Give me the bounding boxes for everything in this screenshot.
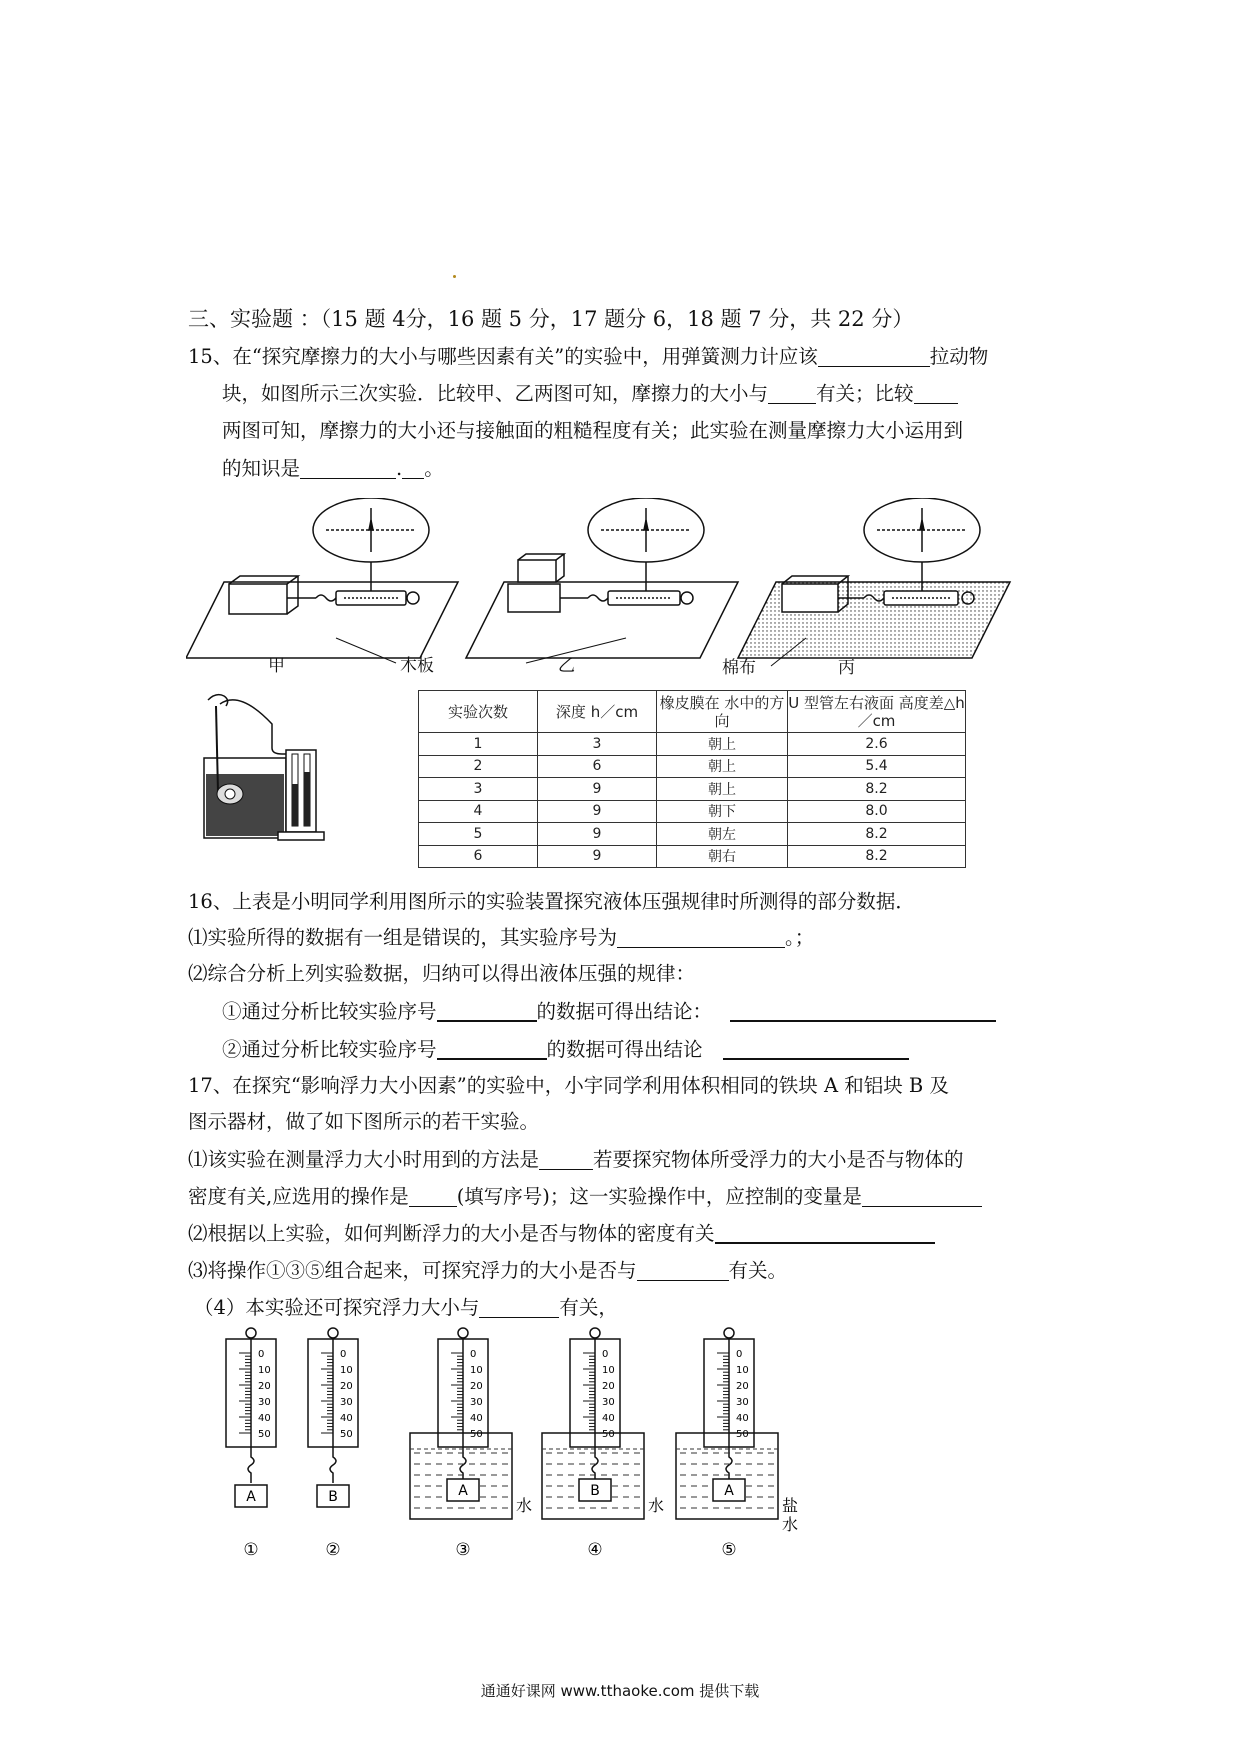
q16-text: ⑴实验所得的数据有一组是错误的，其实验序号为 xyxy=(188,926,618,949)
table-row xyxy=(419,778,966,801)
scale-tick-label: 20 xyxy=(470,1381,483,1392)
q16-text: 的数据可得出结论 xyxy=(546,1038,703,1061)
q16-sub1 xyxy=(222,998,996,1026)
table-cell: 1 xyxy=(419,733,538,756)
scale-tick-label: 30 xyxy=(340,1397,353,1408)
scale-tick-label: 50 xyxy=(602,1429,615,1440)
table-cell: 9 xyxy=(538,778,657,801)
scale-tick-label: 0 xyxy=(340,1349,347,1360)
setup-number: ④ xyxy=(587,1540,603,1560)
pressure-apparatus-figure xyxy=(190,688,340,848)
table-cell: 5 xyxy=(419,823,538,846)
q16-part2: ⑵综合分析上列实验数据，归纳可以得出液体压强的规律： xyxy=(188,962,696,985)
q17-text: (填写序号)；这一实验操作中，应控制的变量是 xyxy=(456,1185,862,1208)
scale-tick-label: 10 xyxy=(736,1365,749,1376)
answer-blank[interactable] xyxy=(914,383,958,404)
table-row xyxy=(419,733,966,756)
answer-blank[interactable] xyxy=(637,1260,729,1281)
scale-tick-label: 0 xyxy=(258,1349,265,1360)
q15-line3: 两图可知，摩擦力的大小还与接触面的粗糙程度有关；此实验在测量摩擦力大小运用到 xyxy=(222,419,964,442)
table-header-cell: 橡皮膜在 水中的方向 xyxy=(657,691,788,733)
scale-tick-label: 30 xyxy=(736,1397,749,1408)
q17-part1 xyxy=(188,1146,964,1174)
scale-tick-label: 50 xyxy=(736,1429,749,1440)
scale-tick-label: 40 xyxy=(736,1413,749,1424)
label-bing: 丙 xyxy=(838,658,855,678)
table-cell: 2.6 xyxy=(788,733,966,756)
answer-blank[interactable] xyxy=(300,458,396,479)
block-label: A xyxy=(724,1483,734,1499)
table-cell: 9 xyxy=(538,800,657,823)
q17-line1: 17、在探究“影响浮力大小因素”的实验中，小宇同学利用体积相同的铁块 A 和铝块 B 及 xyxy=(188,1074,949,1097)
q15-text: . xyxy=(396,457,403,480)
liquid-label: 水 xyxy=(782,1515,799,1534)
table-cell: 8.2 xyxy=(788,823,966,846)
q15-text: 拉动物 xyxy=(929,345,989,368)
block-label: A xyxy=(246,1489,256,1505)
table-cell: 9 xyxy=(538,845,657,868)
q17-line2: 图示器材，做了如下图所示的若干实验。 xyxy=(188,1110,540,1133)
answer-blank[interactable] xyxy=(730,1000,996,1022)
scale-tick-label: 30 xyxy=(470,1397,483,1408)
scale-tick-label: 10 xyxy=(470,1365,483,1376)
section-title: 三、实验题 ：（15 题 4分，16 题 5 分，17 题分 6，18 题 7 分，共 22 分） xyxy=(188,307,914,331)
answer-blank[interactable] xyxy=(617,927,785,948)
q16-text: 。； xyxy=(785,926,815,949)
scale-tick-label: 50 xyxy=(258,1429,271,1440)
scale-tick-label: 30 xyxy=(258,1397,271,1408)
table-cell: 朝上 xyxy=(657,733,788,756)
q17-text: ⑵根据以上实验，如何判断浮力的大小是否与物体的密度有关 xyxy=(188,1222,715,1245)
scale-tick-label: 10 xyxy=(258,1365,271,1376)
q16-text: 的数据可得出结论： xyxy=(536,1000,713,1023)
footer: 通通好课网 www.tthaoke.com 提供下载 xyxy=(480,1682,760,1700)
setup-bing xyxy=(738,498,1010,658)
setup-jia xyxy=(186,498,458,658)
label-jia: 甲 xyxy=(268,656,285,676)
q15-text: 15、在“探究摩擦力的大小与哪些因素有关”的实验中，用弹簧测力计应该 xyxy=(188,345,818,368)
table-header-cell: U 型管左右液面 高度差△h／cm xyxy=(788,691,966,733)
scale-tick-label: 40 xyxy=(470,1413,483,1424)
table-cell: 6 xyxy=(538,755,657,778)
scale-tick-label: 20 xyxy=(258,1381,271,1392)
liquid-label: 水 xyxy=(516,1496,533,1515)
q17-part4 xyxy=(194,1294,618,1322)
liquid-label: 水 xyxy=(648,1496,665,1515)
table-header-cell: 深度 h／cm xyxy=(538,691,657,733)
scale-tick-label: 20 xyxy=(340,1381,353,1392)
q16-text: ②通过分析比较实验序号 xyxy=(222,1038,437,1061)
liquid-label: 盐 xyxy=(782,1496,799,1515)
q16-part1 xyxy=(188,924,814,952)
table-row xyxy=(419,755,966,778)
friction-figure xyxy=(186,498,1016,678)
pressure-apparatus-diagram xyxy=(190,688,340,848)
table-cell: 6 xyxy=(419,845,538,868)
setup-number: ⑤ xyxy=(721,1540,737,1560)
spring-scale-setup xyxy=(410,1328,532,1560)
table-header-row xyxy=(419,691,966,733)
scale-tick-label: 0 xyxy=(470,1349,477,1360)
answer-blank[interactable] xyxy=(437,1038,547,1060)
table-cell: 朝下 xyxy=(657,800,788,823)
table-cell: 3 xyxy=(419,778,538,801)
setup-number: ① xyxy=(243,1540,259,1560)
scale-tick-label: 40 xyxy=(602,1413,615,1424)
q17-text: 有关。 xyxy=(728,1259,788,1282)
setup-number: ② xyxy=(325,1540,341,1560)
table-cell: 8.2 xyxy=(788,845,966,868)
answer-blank[interactable] xyxy=(715,1222,935,1244)
spring-scale-setup xyxy=(226,1328,276,1560)
scale-tick-label: 20 xyxy=(736,1381,749,1392)
scale-tick-label: 30 xyxy=(602,1397,615,1408)
label-yi: 乙 xyxy=(558,656,575,676)
answer-blank[interactable] xyxy=(539,1149,593,1170)
label-mianbu: 棉布 xyxy=(722,658,756,678)
q15-line2 xyxy=(222,380,958,408)
block-label: A xyxy=(458,1483,468,1499)
answer-blank[interactable] xyxy=(818,346,930,367)
table-cell: 9 xyxy=(538,823,657,846)
table-header-cell: 实验次数 xyxy=(419,691,538,733)
scale-tick-label: 0 xyxy=(602,1349,609,1360)
table-row xyxy=(419,845,966,868)
scale-tick-label: 50 xyxy=(470,1429,483,1440)
q15-line1 xyxy=(188,343,988,371)
answer-blank[interactable] xyxy=(723,1038,909,1060)
q17-text: 密度有关,应选用的操作是 xyxy=(188,1185,409,1208)
q16-text: ①通过分析比较实验序号 xyxy=(222,1000,437,1023)
scale-tick-label: 0 xyxy=(736,1349,743,1360)
spring-scale-setup xyxy=(308,1328,358,1560)
answer-blank[interactable] xyxy=(768,383,816,404)
stray-mark xyxy=(453,275,456,278)
q17-part3 xyxy=(188,1257,787,1285)
table-cell: 朝左 xyxy=(657,823,788,846)
label-muban: 木板 xyxy=(400,656,434,676)
table-cell: 朝上 xyxy=(657,755,788,778)
answer-blank[interactable] xyxy=(862,1186,982,1207)
table-cell: 4 xyxy=(419,800,538,823)
table-cell: 2 xyxy=(419,755,538,778)
q16-stem: 16、上表是小明同学利用图所示的实验装置探究液体压强规律时所测得的部分数据． xyxy=(188,890,915,913)
block-label: B xyxy=(590,1483,600,1499)
scale-tick-label: 10 xyxy=(340,1365,353,1376)
setup-yi xyxy=(466,498,738,658)
q15-text: 。 xyxy=(424,457,444,480)
block-label: B xyxy=(328,1489,338,1505)
answer-blank[interactable] xyxy=(409,1186,457,1207)
q17-text: ⑶将操作①③⑤组合起来，可探究浮力的大小是否与 xyxy=(188,1259,637,1282)
table-cell: 8.0 xyxy=(788,800,966,823)
q17-text: 有关， xyxy=(559,1296,618,1319)
scale-tick-label: 50 xyxy=(340,1429,353,1440)
spring-scale-setup xyxy=(542,1328,664,1560)
table-cell: 5.4 xyxy=(788,755,966,778)
q17-text: ⑴该实验在测量浮力大小时用到的方法是 xyxy=(188,1148,540,1171)
q17-text: 若要探究物体所受浮力的大小是否与物体的 xyxy=(593,1148,964,1171)
table-cell: 朝上 xyxy=(657,778,788,801)
table-row xyxy=(419,823,966,846)
scale-tick-label: 40 xyxy=(340,1413,353,1424)
q17-part1-cont xyxy=(188,1183,982,1211)
scale-tick-label: 20 xyxy=(602,1381,615,1392)
answer-blank[interactable] xyxy=(437,1000,537,1022)
q17-part2 xyxy=(188,1220,935,1248)
table-cell: 3 xyxy=(538,733,657,756)
q15-text: 块，如图所示三次实验．比较甲、乙两图可知，摩擦力的大小与 xyxy=(222,382,769,405)
scale-tick-label: 10 xyxy=(602,1365,615,1376)
answer-blank[interactable] xyxy=(402,458,424,479)
pressure-data-table xyxy=(418,690,966,868)
friction-diagram xyxy=(186,498,1016,678)
buoyancy-figure xyxy=(196,1325,836,1565)
q15-text: 有关；比较 xyxy=(816,382,914,405)
scale-tick-label: 40 xyxy=(258,1413,271,1424)
table-row xyxy=(419,800,966,823)
q17-text: （4）本实验还可探究浮力大小与 xyxy=(194,1296,480,1319)
table-cell: 8.2 xyxy=(788,778,966,801)
q15-text: 的知识是 xyxy=(222,457,301,480)
answer-blank[interactable] xyxy=(479,1297,559,1318)
spring-scales-diagram xyxy=(196,1325,836,1565)
table-cell: 朝右 xyxy=(657,845,788,868)
spring-scale-setup xyxy=(676,1328,798,1560)
q15-line4 xyxy=(222,455,444,483)
q16-sub2 xyxy=(222,1036,909,1064)
setup-number: ③ xyxy=(455,1540,471,1560)
